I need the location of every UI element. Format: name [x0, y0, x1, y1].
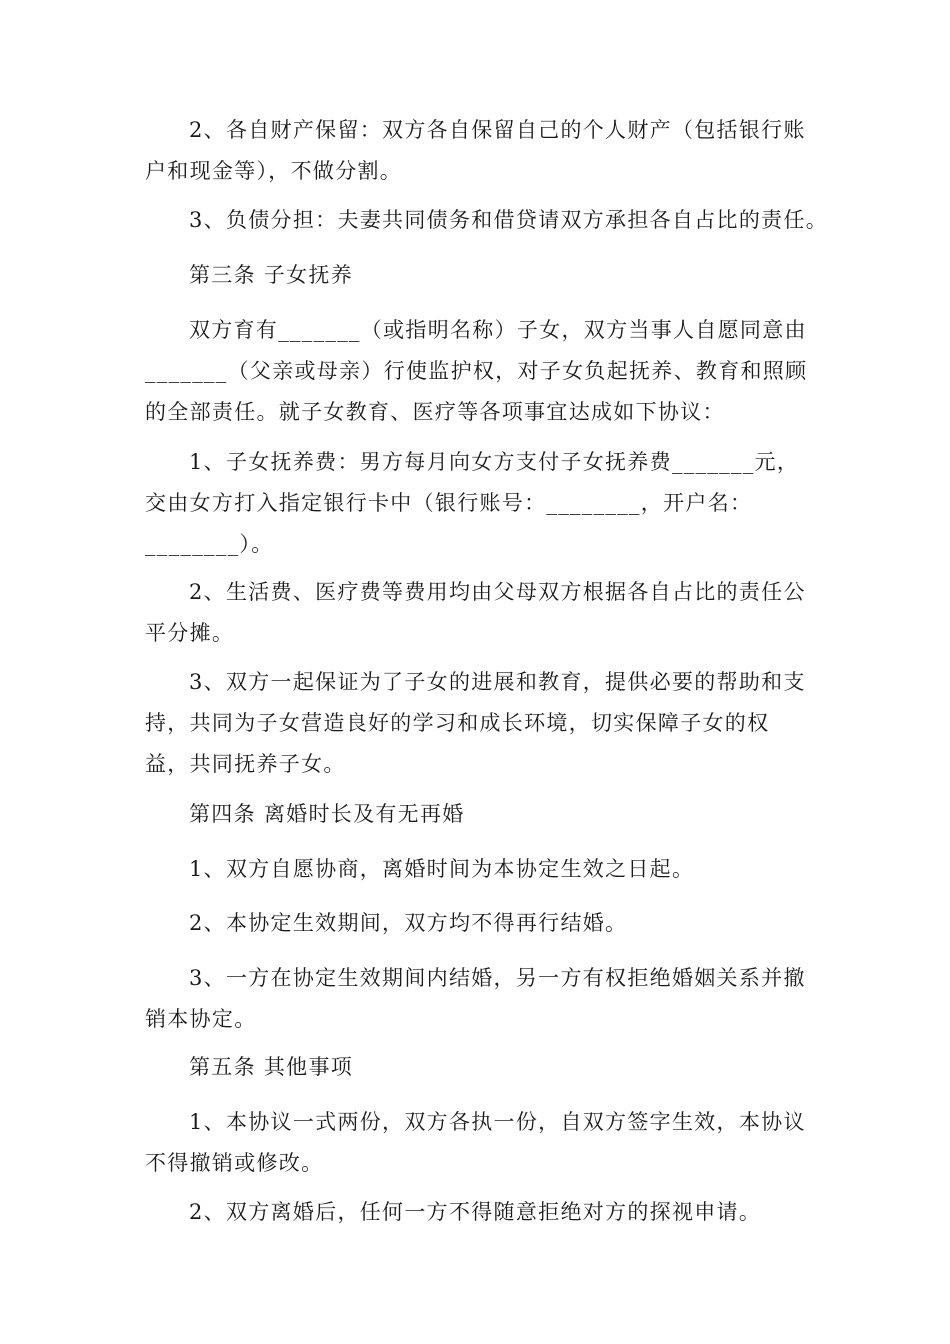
heading-article-5: 第五条 其他事项 — [189, 1055, 354, 1079]
paragraph-child-support-fee: 1、子女抚养费：男方每月向女方支付子女抚养费_______元，交由女方打入指定银行卡中（银行账号：________，开户名：________）。 — [145, 450, 800, 556]
heading-article-3: 第三条 子女抚养 — [189, 263, 354, 287]
paragraph-visitation: 2、双方离婚后，任何一方不得随意拒绝对方的探视申请。 — [189, 1200, 762, 1224]
paragraph-child-custody: 双方育有_______（或指明名称）子女，双方当事人自愿同意由_______（父亲或母亲）行使监护权，对子女负起抚养、教育和照顾的全部责任。就子女教育、医疗等各项事宜达成如下协议： — [145, 318, 808, 424]
paragraph-property-retention: 2、各自财产保留：双方各自保留自己的个人财产（包括银行账户和现金等），不做分割。 — [145, 118, 806, 183]
paragraph-agreement-copies: 1、本协议一式两份，双方各执一份，自双方签字生效，本协议不得撤销或修改。 — [145, 1110, 806, 1175]
paragraph-no-remarriage: 2、本协定生效期间，双方均不得再行结婚。 — [189, 911, 628, 935]
paragraph-joint-upbringing: 3、双方一起保证为了子女的进展和教育，提供必要的帮助和支持，共同为子女营造良好的学习和成长环境，切实保障子女的权益，共同抚养子女。 — [145, 670, 806, 776]
heading-article-4: 第四条 离婚时长及有无再婚 — [189, 802, 465, 826]
paragraph-debt-sharing: 3、负债分担：夫妻共同债务和借贷请双方承担各自占比的责任。 — [189, 208, 829, 232]
paragraph-living-medical-costs: 2、生活费、医疗费等费用均由父母双方根据各自占比的责任公平分摊。 — [145, 580, 806, 645]
paragraph-remarriage-consequence: 3、一方在协定生效期间内结婚，另一方有权拒绝婚姻关系并撤销本协定。 — [145, 966, 806, 1031]
paragraph-divorce-effective: 1、双方自愿协商，离婚时间为本协定生效之日起。 — [189, 857, 695, 881]
